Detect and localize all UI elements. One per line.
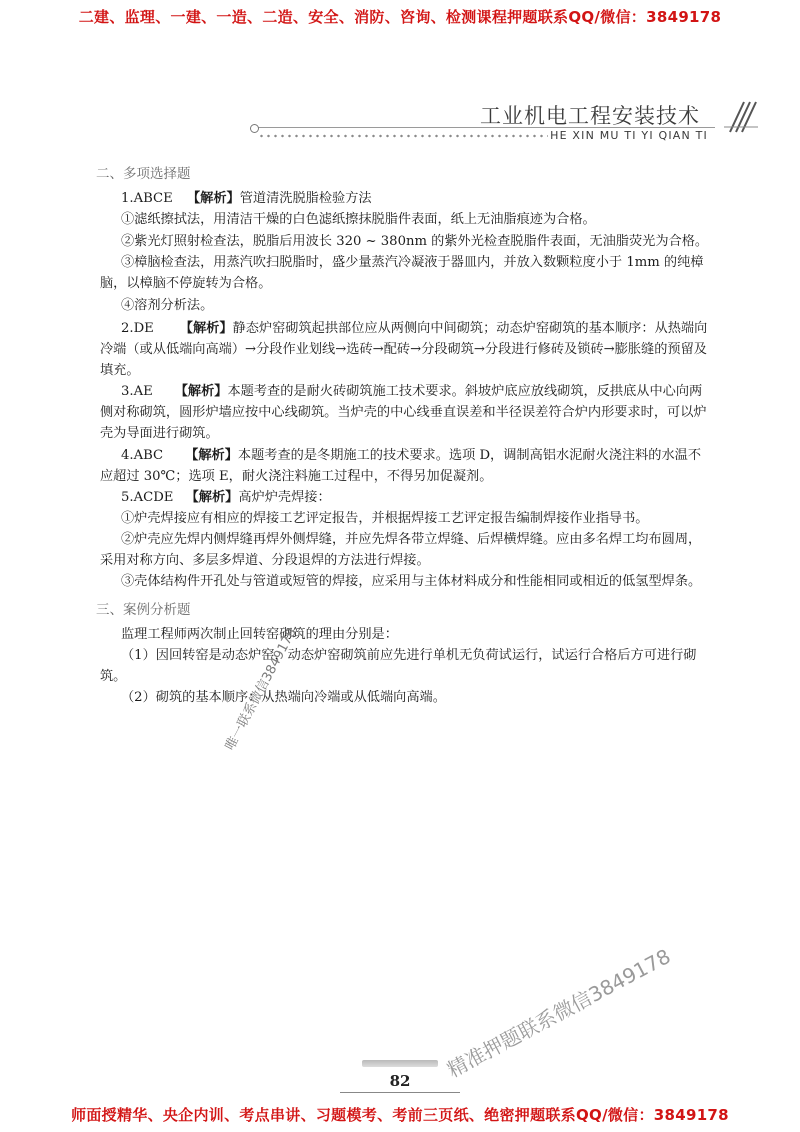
- answer-label: 3.AE: [121, 384, 153, 399]
- answer-label: 5.ACDE: [121, 490, 174, 505]
- running-header-subtitle: HE XIN MU TI YI QIAN TI: [550, 129, 708, 142]
- header-rule: [255, 127, 715, 128]
- case-intro: 监理工程师两次制止回转窑砌筑的理由分别是：: [121, 627, 398, 642]
- header-slash-ornament: [724, 100, 758, 134]
- answer-label: 1.ABCE: [121, 191, 173, 206]
- case-item-2: （2）砌筑的基本顺序：从热端向冷端或从低端向高端。: [121, 690, 446, 705]
- section-heading-multiple-choice: 二、多项选择题: [96, 166, 191, 182]
- answer-1-line-3: ③樟脑检查法，用蒸汽吹扫脱脂时，盛少量蒸汽冷凝液于器皿内，并放入数颗粒度小于 1mm 的纯樟脑，以樟脑不停旋转为合格。: [100, 255, 704, 291]
- header-rule-dot: [250, 124, 259, 133]
- answer-text: 管道清洗脱脂检验方法: [239, 191, 372, 206]
- page-number: 82: [389, 1072, 411, 1090]
- answer-text: 静态炉窑砌筑起拱部位应从两侧向中间砌筑；动态炉窑砌筑的基本顺序：从热端向冷端（或从低端向高端）→分段作业划线→选砖→配砖→分段砌筑→分段进行修砖及锁砖→膨胀缝的预留及填充。: [100, 321, 708, 378]
- answer-label: 2.DE: [121, 321, 154, 336]
- answer-5-header: [121, 487, 331, 508]
- answer-5-line-2: ②炉壳应先焊内侧焊缝再焊外侧焊缝，并应先焊各带立焊缝、后焊横焊缝。应由多名焊工均布圆周，采用对称方向、多层多焊道、分段退焊的方法进行焊接。: [100, 532, 702, 568]
- watermark-large: 精准押题联系微信3849178: [443, 943, 675, 1083]
- answer-1-line-4: ④溶剂分析法。: [121, 298, 214, 313]
- analysis-tag: 【解析】: [186, 191, 240, 206]
- page-number-bar: [362, 1060, 438, 1067]
- answer-1-line-2: ②紫光灯照射检查法，脱脂后用波长 320 ~ 380nm 的紫外光检查脱脂件表面，无油脂荧光为合格。: [121, 234, 709, 249]
- watermark-small: 唯一联系微信3849178: [222, 625, 300, 753]
- case-item-1: （1）因回转窑是动态炉窑，动态炉窑砌筑前应先进行单机无负荷试运行，试运行合格后方可进行砌筑。: [100, 648, 697, 684]
- analysis-tag: 【解析】: [179, 321, 233, 336]
- bottom-banner: 师面授精华、央企内训、考点串讲、习题模考、考前三页纸、绝密押题联系QQ/微信：3849178: [71, 1106, 729, 1124]
- answer-text: 本题考查的是冬期施工的技术要求。选项 D，调制高铝水泥耐火浇注料的水温不应超过 30℃；选项 E，耐火浇注料施工过程中，不得另加促凝剂。: [100, 448, 702, 484]
- answer-5-line-1: ①炉壳焊接应有相应的焊接工艺评定报告，并根据焊接工艺评定报告编制焊接作业指导书。: [121, 511, 649, 526]
- answer-text: 本题考查的是耐火砖砌筑施工技术要求。斜坡炉底应放线砌筑，反拱底从中心向两侧对称砌筑，圆形炉墙应按中心线砌筑。当炉壳的中心线垂直误差和半径误差符合炉内形要求时，可以炉壳为导面进行砌筑。: [100, 384, 707, 441]
- answer-text: 高炉炉壳焊接：: [238, 490, 331, 505]
- analysis-tag: 【解析】: [185, 490, 239, 505]
- top-banner: 二建、监理、一建、一造、二造、安全、消防、咨询、检测课程押题联系QQ/微信：3849178: [78, 8, 722, 26]
- answer-1-line-1: ①滤纸擦拭法，用清洁干燥的白色滤纸擦抹脱脂件表面，纸上无油脂痕迹为合格。: [121, 212, 596, 227]
- answer-label: 4.ABC: [121, 448, 164, 463]
- answer-5-line-3: ③壳体结构件开孔处与管道或短管的焊接，应采用与主体材料成分和性能相同或相近的低氢型焊条。: [121, 574, 702, 589]
- analysis-tag: 【解析】: [185, 448, 238, 463]
- answer-4: [100, 445, 712, 487]
- answer-1-header: [121, 188, 372, 209]
- section-heading-case-analysis: 三、案例分析题: [96, 602, 191, 618]
- page-number-rule: [340, 1092, 460, 1093]
- answer-2: [100, 318, 712, 381]
- running-header-title: 工业机电工程安装技术: [480, 104, 700, 128]
- analysis-tag: 【解析】: [174, 384, 228, 399]
- answer-3: [100, 381, 712, 444]
- header-dotted-rule: [258, 134, 548, 138]
